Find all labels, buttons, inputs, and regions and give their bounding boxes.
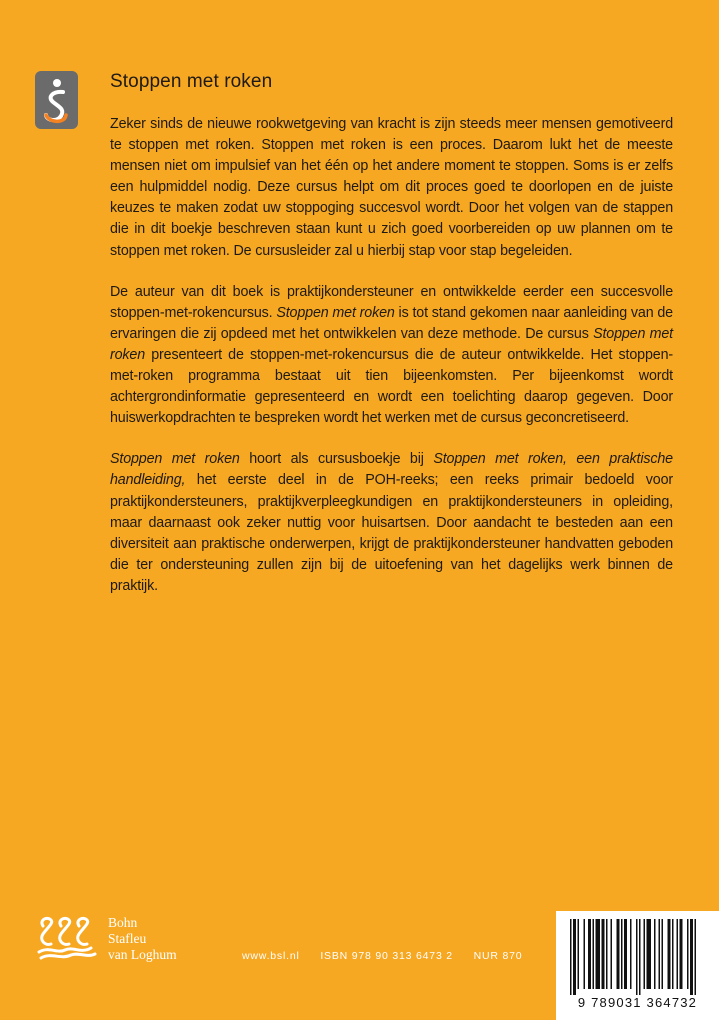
barcode-bar (659, 919, 661, 989)
barcode-digits: 9 789031 364732 (577, 995, 698, 1010)
barcode-bar (636, 919, 638, 995)
body-text-run: is tot stand gekomen naar aanleiding van de ervaringen die zij opdeed met het ontwikkelen van deze methode. De cursus (110, 304, 673, 342)
barcode-bar (573, 919, 576, 995)
italic-book-title: Stoppen met roken (110, 451, 240, 468)
barcode-bar (578, 919, 580, 989)
barcode-bar (668, 919, 671, 989)
barcode-bar (677, 919, 679, 989)
barcode-bar (690, 919, 693, 995)
barcode-bar (654, 919, 656, 989)
barcode-bar (584, 919, 586, 989)
barcode-bar (644, 919, 646, 989)
barcode-bar (621, 919, 623, 989)
barcode-bar (611, 919, 613, 989)
barcode-bar (647, 919, 652, 989)
italic-book-title: Stoppen met roken (276, 304, 395, 321)
imprint-line (242, 950, 539, 962)
barcode-bar (687, 919, 689, 989)
italic-book-title: Stoppen met roken, een praktische handleiding, (110, 451, 673, 489)
barcode (556, 911, 719, 1020)
barcode-bar (695, 919, 697, 995)
barcode-bar (606, 919, 608, 989)
bsl-swans-logo-icon (35, 912, 115, 962)
publisher-name (108, 915, 177, 963)
barcode-bar (639, 919, 641, 995)
isbn: ISBN 978 90 313 6473 2 (320, 950, 453, 962)
barcode-bar (672, 919, 674, 989)
body-text-run: Zeker sinds de nieuwe rookwetgeving van kracht is zijn steeds meer mensen gemotiveerd te stoppen met roken. Stoppen met roken is een proces. Daarom lukt het de meeste mensen niet om impulsief van het één op het andere moment te stoppen. Soms is er zelfs een hulpmiddel nodig. Deze cursus helpt om dit proces goed te doorlopen en de juiste keuzes te maken zodat uw stoppoging succesvol wordt. Door het volgen van de stappen die in dit boekje beschreven staan kunt u zich goed voorbereiden op uw plannen om te stoppen met roken. De cursusleider zal u hierbij stap voor stap begeleiden. (110, 116, 673, 259)
barcode-bar (680, 919, 683, 989)
book-description (110, 114, 673, 617)
book-title: Stoppen met roken (110, 71, 273, 92)
publisher-website: www.bsl.nl (242, 950, 300, 962)
barcode-bar (624, 919, 627, 989)
body-paragraph (110, 449, 673, 597)
barcode-bar (593, 919, 595, 989)
body-paragraph (110, 282, 673, 430)
body-text-run: presenteert de stoppen-met-rokencursus die de auteur ontwikkelde. Het stoppen-met-roken programma bestaat uit tien bijeenkomsten. Per bijeenkomst wordt achtergrondinformatie gepresenteerd en wordt een toelichting daarop gegeven. Door huiswerkopdrachten te bespreken wordt het werken met de cursus geconcretiseerd. (110, 346, 673, 427)
body-paragraph (110, 114, 673, 262)
italic-book-title: Stoppen met roken (110, 325, 673, 363)
barcode-bar (596, 919, 601, 989)
poh-series-logo (35, 71, 78, 129)
barcode-bar (662, 919, 664, 989)
barcode-bar (630, 919, 632, 989)
barcode-bar (588, 919, 591, 989)
publisher-name-line: Bohn (108, 915, 138, 930)
barcode-icon (556, 911, 719, 997)
nur-code: NUR 870 (473, 950, 523, 962)
barcode-bar (602, 919, 605, 989)
body-text-run: hoort als cursusboekje bij (239, 451, 434, 468)
barcode-bar (617, 919, 620, 989)
body-text-run: het eerste deel in de POH-reeks; een reeks primair bedoeld voor praktijkondersteuners, praktijkverpleegkundigen en praktijkondersteuners in opleiding, maar daarnaast ook zeker nuttig voor huisartsen. Door aandacht te besteden aan een diversiteit aan praktische onderwerpen, krijgt de praktijkondersteuner handvatten geboden die ter ondersteuning zullen zijn bij de uitoefening van het dagelijks werk binnen de praktijk. (110, 472, 673, 594)
body-text-run: De auteur van dit boek is praktijkondersteuner en ontwikkelde eerder een succesvolle stoppen-met-rokencursus. (110, 283, 673, 321)
barcode-bar (570, 919, 572, 995)
publisher-name-line: van Loghum (108, 947, 177, 962)
publisher-name-line: Stafleu (108, 931, 147, 946)
poh-series-logo-icon (35, 71, 78, 129)
